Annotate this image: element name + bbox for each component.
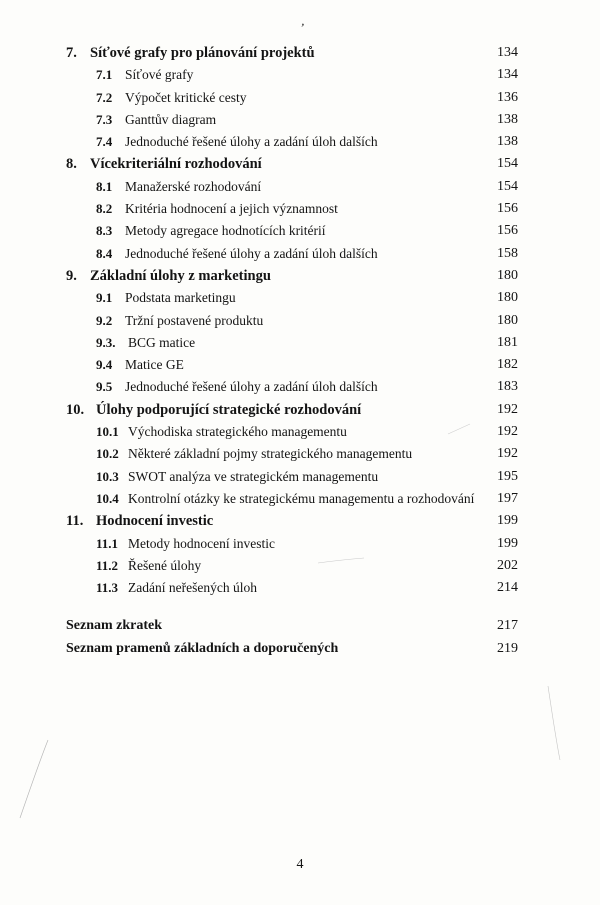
toc-entry-page: 182 [497,357,518,373]
toc-entry-title: Základní úlohy z marketingu [90,267,271,284]
toc-entry-number: 8.2 [96,201,113,217]
toc-entry-page: 219 [497,640,518,656]
toc-entry-page: 195 [497,468,518,484]
toc-entry-number: 7. [66,45,77,61]
toc-entry-title: Síťové grafy pro plánování projektů [90,45,315,61]
toc-entry-title: Úlohy podporující strategické rozhodování [96,401,362,418]
toc-entry-page: 154 [497,156,518,172]
toc-entry-number: 8. [66,156,77,173]
toc-entry-number: 10.3 [96,468,119,484]
toc-entry-number: 10.2 [96,446,119,462]
toc-entry-title: Kontrolní otázky ke strategickému managementu a rozhodování [128,490,475,506]
toc-entry-title: Kritéria hodnocení a jejich významnost [125,201,338,217]
toc-entry-number: 11.1 [96,535,119,551]
toc-entry-page: 136 [497,89,518,105]
toc-section-row [66,176,518,198]
toc-entry-title: Zadání neřešených úloh [128,580,257,596]
toc-section-row [66,287,518,309]
toc-chapter-row [66,153,518,175]
toc-entry-title: Východiska strategického managementu [128,424,347,440]
toc-entry-page: 134 [497,45,518,60]
toc-section-row [66,64,518,86]
toc-entry-page: 192 [497,424,518,440]
toc-entry-title: Síťové grafy [125,67,194,83]
toc-entry-number: 9.3. [96,334,116,350]
toc-entry-number: 11.2 [96,557,119,573]
toc-entry-number: 7.1 [96,67,113,83]
toc-entry-page: 180 [497,312,518,328]
toc-section-row [66,466,518,488]
toc-entry-page: 197 [497,490,518,506]
toc-entry-number: 10.4 [96,490,119,506]
toc-chapter-row [66,42,518,64]
toc-entry-title: Jednoduché řešené úlohy a zadání úloh dalších [125,134,378,150]
toc-section-row [66,354,518,376]
toc-entry-number: 10.1 [96,424,119,440]
toc-entry-page: 183 [497,379,518,395]
toc-entry-title: Metody hodnocení investic [128,535,275,551]
toc-entry-page: 199 [497,513,518,529]
toc-entry-number: 9.2 [96,312,113,328]
toc-entry-page: 156 [497,223,518,239]
stray-mark: , [300,13,307,29]
toc-entry-title: Seznam pramenů základních a doporučených [66,640,339,656]
toc-entry-number: 9.5 [96,379,113,395]
toc-section-row [66,577,518,599]
toc-entry-title: Metody agregace hodnotících kritérií [125,223,326,239]
toc-section-row [66,332,518,354]
toc-entry-title: Jednoduché řešené úlohy a zadání úloh dalších [125,245,378,261]
toc-entry-number: 11.3 [96,580,119,596]
toc-entry-number: 8.4 [96,245,113,261]
toc-section-row [66,310,518,332]
table-of-contents [66,42,518,660]
toc-entry-page: 181 [497,334,518,350]
toc-entry-title: Tržní postavené produktu [125,312,264,328]
toc-chapter-row [66,265,518,287]
toc-entry-page: 154 [497,178,518,194]
toc-section-row [66,198,518,220]
toc-entry-title: Hodnocení investic [96,513,214,530]
toc-entry-page: 214 [497,580,518,596]
toc-section-row [66,555,518,577]
toc-entry-page: 192 [497,401,518,417]
toc-entry-number: 7.2 [96,89,113,105]
scan-artifact-left [20,740,48,818]
toc-entry-page: 202 [497,557,518,573]
toc-entry-page: 138 [497,134,518,150]
toc-entry-number: 11. [66,513,84,530]
toc-section-row [66,87,518,109]
toc-chapter-row [66,510,518,532]
toc-entry-title: Výpočet kritické cesty [125,89,247,105]
toc-entry-title: BCG matice [128,334,196,350]
toc-entry-title: Podstata marketingu [125,290,236,306]
toc-entry-title: Matice GE [125,357,184,373]
toc-entry-number: 7.4 [96,134,113,150]
toc-entry-title: Seznam zkratek [66,618,163,634]
toc-section-row [66,243,518,265]
toc-entry-number: 9.1 [96,290,113,306]
toc-entry-title: Jednoduché řešené úlohy a zadání úloh dalších [125,379,378,395]
toc-section-row [66,376,518,398]
toc-entry-page: 199 [497,535,518,551]
toc-entry-page: 134 [497,67,518,83]
toc-entry-number: 7.3 [96,111,113,127]
toc-entry-title: Ganttův diagram [125,111,217,127]
toc-entry-page: 158 [497,245,518,261]
toc-entry-page: 138 [497,111,518,127]
toc-entry-page: 217 [497,618,518,634]
toc-entry-number: 10. [66,401,85,418]
toc-section-row [66,109,518,131]
toc-section-row [66,220,518,242]
toc-entry-page: 192 [497,446,518,462]
toc-appendix-row [66,638,518,660]
toc-section-row [66,421,518,443]
toc-entry-number: 9.4 [96,357,113,373]
toc-entry-page: 156 [497,201,518,217]
toc-section-row [66,533,518,555]
toc-section-row [66,443,518,465]
toc-entry-title: Některé základní pojmy strategického managementu [128,446,413,462]
toc-entry-number: 9. [66,267,77,284]
scan-artifact-right [548,686,560,760]
toc-entry-number: 8.3 [96,223,113,239]
toc-entry-title: Řešené úlohy [128,557,202,573]
toc-entry-page: 180 [497,267,518,283]
page-footer-number: 4 [296,857,304,872]
toc-section-row [66,131,518,153]
toc-section-row [66,488,518,510]
toc-chapter-row [66,399,518,421]
toc-entry-title: Manažerské rozhodování [125,178,262,194]
toc-entry-page: 180 [497,290,518,306]
toc-gap [66,599,518,615]
toc-entry-number: 8.1 [96,178,113,194]
toc-entry-title: Vícekriteriální rozhodování [90,156,262,173]
toc-entry-title: SWOT analýza ve strategickém managementu [128,468,379,484]
toc-appendix-row [66,615,518,637]
